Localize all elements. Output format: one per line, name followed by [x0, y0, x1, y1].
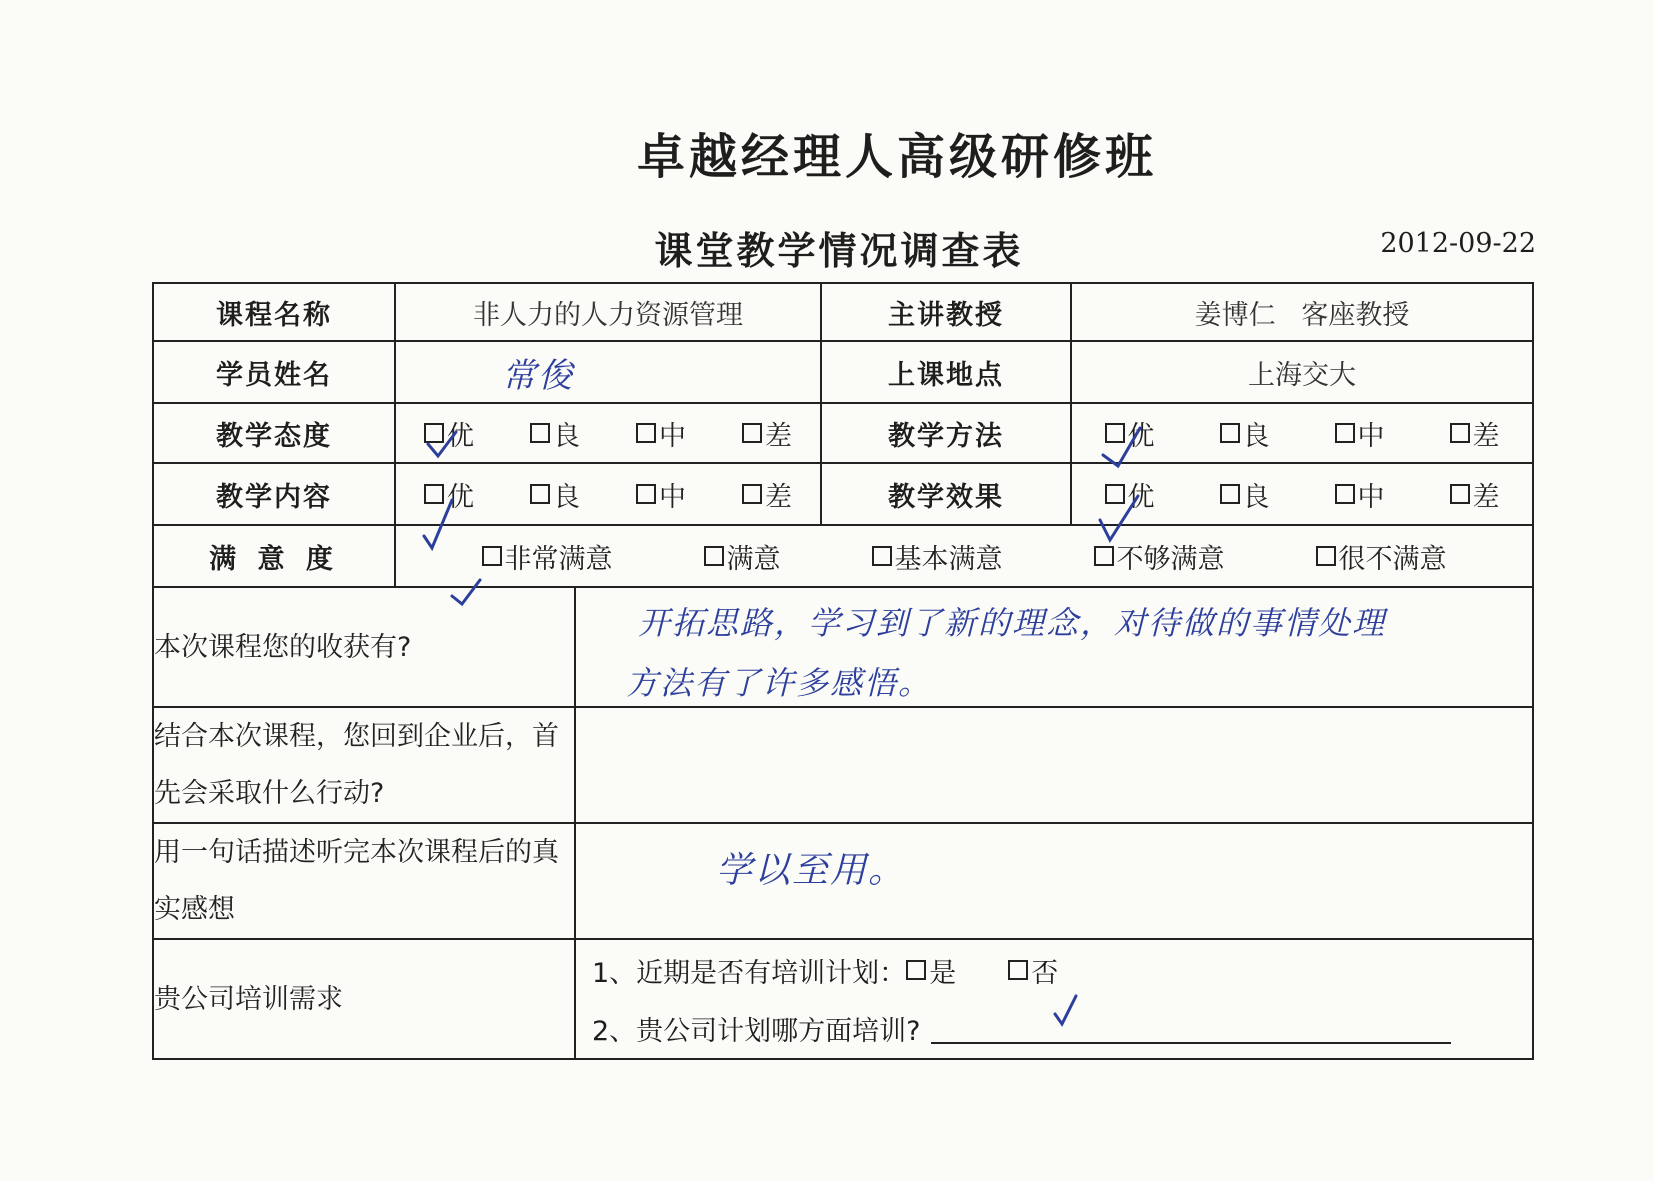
- q3-label: 用一句话描述听完本次课程后的真实感想: [153, 823, 575, 939]
- needs-q2-line: [592, 999, 1532, 1057]
- checkbox-checked[interactable]: [424, 484, 444, 504]
- checkbox[interactable]: [742, 484, 762, 504]
- professor-label: 主讲教授: [821, 283, 1071, 341]
- form-subtitle: 课堂教学情况调查表: [654, 229, 1024, 273]
- needs-q1-line: [592, 941, 1532, 999]
- checkbox-checked[interactable]: [482, 546, 502, 566]
- location-value: 上海交大: [1071, 341, 1533, 403]
- checkbox[interactable]: [906, 960, 926, 980]
- checkbox[interactable]: [1450, 423, 1470, 443]
- form-date: 2012-09-22: [1380, 228, 1536, 259]
- content-label: 教学内容: [153, 463, 395, 525]
- needs-answers: [575, 939, 1533, 1059]
- satisfaction-option-satisfied[interactable]: 满意: [704, 537, 781, 576]
- student-name-signature: 常俊: [502, 355, 574, 396]
- row-q3: [153, 823, 1533, 939]
- attitude-label: 教学态度: [153, 403, 395, 463]
- method-label: 教学方法: [821, 403, 1071, 463]
- checkbox-checked[interactable]: [1105, 484, 1125, 504]
- row-student: [153, 341, 1533, 403]
- needs-q2-blank[interactable]: [931, 1012, 1451, 1044]
- survey-table: [152, 282, 1534, 1060]
- content-option-good[interactable]: 良: [530, 475, 580, 514]
- row-q1: [153, 587, 1533, 707]
- checkbox[interactable]: [872, 546, 892, 566]
- professor-value: 姜博仁 客座教授: [1071, 283, 1533, 341]
- effect-options: [1071, 463, 1533, 525]
- checkbox[interactable]: [1094, 546, 1114, 566]
- student-label: 学员姓名: [153, 341, 395, 403]
- attitude-option-excellent[interactable]: 优: [424, 414, 474, 453]
- satisfaction-option-very[interactable]: 非常满意: [482, 537, 613, 576]
- attitude-option-poor[interactable]: 差: [742, 414, 792, 453]
- needs-q2-text: 2、贵公司计划哪方面培训?: [592, 1015, 921, 1047]
- effect-option-fair[interactable]: 中: [1335, 475, 1385, 514]
- effect-option-excellent[interactable]: 优: [1105, 475, 1155, 514]
- checkbox[interactable]: [1220, 423, 1240, 443]
- checkbox[interactable]: [530, 423, 550, 443]
- row-attitude: [153, 403, 1533, 463]
- checkbox[interactable]: [742, 423, 762, 443]
- checkbox[interactable]: [1450, 484, 1470, 504]
- q1-label: 本次课程您的收获有?: [153, 587, 575, 707]
- row-satisfaction: [153, 525, 1533, 587]
- checkbox[interactable]: [530, 484, 550, 504]
- needs-q1-text: 1、近期是否有培训计划：: [592, 957, 907, 989]
- q1-answer-line2: 方法有了许多感悟。: [626, 664, 933, 702]
- q1-answer-line1: 开拓思路，学习到了新的理念，对待做的事情处理: [638, 604, 1387, 642]
- effect-option-poor[interactable]: 差: [1450, 475, 1500, 514]
- course-label: 课程名称: [153, 283, 395, 341]
- q3-answer-field[interactable]: [575, 823, 1533, 939]
- content-option-poor[interactable]: 差: [742, 475, 792, 514]
- page-title: 卓越经理人高级研修班: [636, 129, 1157, 185]
- content-option-fair[interactable]: 中: [636, 475, 686, 514]
- content-option-excellent[interactable]: 优: [424, 475, 474, 514]
- method-option-poor[interactable]: 差: [1450, 414, 1500, 453]
- student-name-field[interactable]: [395, 341, 821, 403]
- satisfaction-options: [395, 525, 1533, 587]
- content-options: [395, 463, 821, 525]
- checkbox[interactable]: [636, 423, 656, 443]
- satisfaction-option-basic[interactable]: 基本满意: [872, 537, 1003, 576]
- location-label: 上课地点: [821, 341, 1071, 403]
- checkbox[interactable]: [1220, 484, 1240, 504]
- satisfaction-label: 满 意 度: [153, 525, 395, 587]
- method-option-fair[interactable]: 中: [1335, 414, 1385, 453]
- method-options: [1071, 403, 1533, 463]
- q1-answer-field[interactable]: [575, 587, 1533, 707]
- attitude-options: [395, 403, 821, 463]
- method-option-good[interactable]: 良: [1220, 414, 1270, 453]
- checkbox[interactable]: [1335, 484, 1355, 504]
- checkbox[interactable]: [636, 484, 656, 504]
- effect-option-good[interactable]: 良: [1220, 475, 1270, 514]
- attitude-option-good[interactable]: 良: [530, 414, 580, 453]
- checkbox[interactable]: [704, 546, 724, 566]
- q2-answer-field[interactable]: [575, 707, 1533, 823]
- row-needs: [153, 939, 1533, 1059]
- needs-option-yes[interactable]: 是: [906, 951, 956, 990]
- needs-label: 贵公司培训需求: [153, 939, 575, 1059]
- course-value: 非人力的人力资源管理: [395, 283, 821, 341]
- needs-option-no[interactable]: 否: [1008, 951, 1058, 990]
- checkbox[interactable]: [1316, 546, 1336, 566]
- satisfaction-option-insufficient[interactable]: 不够满意: [1094, 537, 1225, 576]
- checkbox-checked[interactable]: [1008, 960, 1028, 980]
- checkbox-checked[interactable]: [1105, 423, 1125, 443]
- satisfaction-option-very-dissatisfied[interactable]: 很不满意: [1316, 537, 1447, 576]
- effect-label: 教学效果: [821, 463, 1071, 525]
- row-q2: [153, 707, 1533, 823]
- method-option-excellent[interactable]: 优: [1105, 414, 1155, 453]
- checkbox-checked[interactable]: [424, 423, 444, 443]
- q2-label: 结合本次课程，您回到企业后，首先会采取什么行动?: [153, 707, 575, 823]
- checkbox[interactable]: [1335, 423, 1355, 443]
- row-course: [153, 283, 1533, 341]
- q3-answer: 学以至用。: [716, 850, 907, 891]
- row-content: [153, 463, 1533, 525]
- attitude-option-fair[interactable]: 中: [636, 414, 686, 453]
